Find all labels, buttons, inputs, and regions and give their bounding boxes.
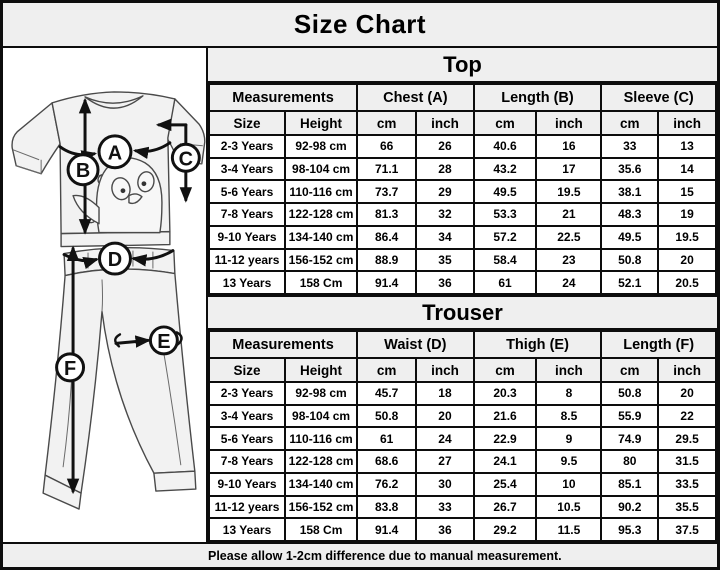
group-header-row [209, 331, 716, 358]
top-section-title: Top [208, 48, 717, 83]
table-cell: 11-12 years [209, 249, 285, 272]
table-cell: 88.9 [357, 249, 416, 272]
column-group-header: Measurements [209, 331, 357, 358]
table-cell: 156-152 cm [285, 249, 357, 272]
table-cell: 19.5 [658, 226, 716, 249]
pajama-top-drawing [12, 92, 205, 247]
table-cell: 37.5 [658, 518, 716, 541]
table-cell: 33.5 [658, 473, 716, 496]
column-sub-header: inch [536, 111, 601, 135]
table-cell: 16 [536, 135, 601, 158]
table-row [209, 271, 716, 294]
table-cell: 13 [658, 135, 716, 158]
measurement-disclaimer: Please allow 1-2cm difference due to manual measurement. [3, 542, 717, 567]
table-cell: 50.8 [357, 405, 416, 428]
table-cell: 83.8 [357, 496, 416, 519]
column-group-header: Thigh (E) [474, 331, 602, 358]
table-cell: 10.5 [536, 496, 601, 519]
column-sub-header: cm [601, 111, 658, 135]
marker-c: C [178, 148, 194, 171]
table-row [209, 158, 716, 181]
column-sub-header: cm [474, 111, 537, 135]
column-sub-header: cm [357, 111, 416, 135]
table-cell: 49.5 [601, 226, 658, 249]
table-cell: 73.7 [357, 180, 416, 203]
table-cell: 17 [536, 158, 601, 181]
table-row [209, 180, 716, 203]
table-cell: 2-3 Years [209, 135, 285, 158]
table-row [209, 473, 716, 496]
table-cell: 66 [357, 135, 416, 158]
table-cell: 20.5 [658, 271, 716, 294]
table-cell: 24 [536, 271, 601, 294]
table-row [209, 226, 716, 249]
marker-e: E [157, 330, 171, 353]
table-cell: 90.2 [601, 496, 658, 519]
table-cell: 2-3 Years [209, 382, 285, 405]
table-cell: 3-4 Years [209, 158, 285, 181]
column-sub-header: cm [474, 358, 537, 382]
sub-header-row [209, 111, 716, 135]
table-cell: 20.3 [474, 382, 537, 405]
table-cell: 15 [658, 180, 716, 203]
table-cell: 29.2 [474, 518, 537, 541]
table-cell: 52.1 [601, 271, 658, 294]
marker-a: A [107, 142, 123, 165]
table-cell: 55.9 [601, 405, 658, 428]
table-cell: 40.6 [474, 135, 537, 158]
column-sub-header: inch [658, 111, 716, 135]
table-row [209, 203, 716, 226]
table-cell: 25.4 [474, 473, 537, 496]
table-cell: 33 [601, 135, 658, 158]
table-cell: 91.4 [357, 518, 416, 541]
table-cell: 7-8 Years [209, 450, 285, 473]
table-cell: 13 Years [209, 518, 285, 541]
table-cell: 45.7 [357, 382, 416, 405]
table-cell: 98-104 cm [285, 158, 357, 181]
table-cell: 28 [416, 158, 473, 181]
table-cell: 43.2 [474, 158, 537, 181]
table-cell: 20 [658, 382, 716, 405]
table-cell: 24 [416, 427, 473, 450]
table-cell: 92-98 cm [285, 135, 357, 158]
column-group-header: Length (F) [601, 331, 716, 358]
column-sub-header: cm [357, 358, 416, 382]
trouser-size-table [208, 330, 717, 542]
table-row [209, 405, 716, 428]
measurement-illustration [3, 48, 208, 542]
column-group-header: Chest (A) [357, 84, 474, 111]
table-cell: 23 [536, 249, 601, 272]
table-cell: 110-116 cm [285, 427, 357, 450]
column-sub-header: inch [416, 358, 473, 382]
column-sub-header: Size [209, 358, 285, 382]
table-cell: 81.3 [357, 203, 416, 226]
table-cell: 22.5 [536, 226, 601, 249]
marker-d: D [107, 249, 123, 272]
table-cell: 92-98 cm [285, 382, 357, 405]
table-cell: 9.5 [536, 450, 601, 473]
table-cell: 134-140 cm [285, 226, 357, 249]
table-cell: 9-10 Years [209, 226, 285, 249]
table-cell: 21 [536, 203, 601, 226]
table-cell: 110-116 cm [285, 180, 357, 203]
table-cell: 19 [658, 203, 716, 226]
table-cell: 71.1 [357, 158, 416, 181]
table-cell: 26.7 [474, 496, 537, 519]
table-cell: 9 [536, 427, 601, 450]
table-row [209, 496, 716, 519]
table-cell: 8.5 [536, 405, 601, 428]
column-group-header: Waist (D) [357, 331, 474, 358]
table-cell: 122-128 cm [285, 450, 357, 473]
table-cell: 122-128 cm [285, 203, 357, 226]
table-cell: 58.4 [474, 249, 537, 272]
top-section [208, 48, 717, 295]
size-tables [208, 48, 717, 542]
table-cell: 22.9 [474, 427, 537, 450]
table-cell: 35.6 [601, 158, 658, 181]
table-row [209, 382, 716, 405]
table-cell: 36 [416, 271, 473, 294]
column-sub-header: Height [285, 111, 357, 135]
table-cell: 5-6 Years [209, 180, 285, 203]
table-cell: 35.5 [658, 496, 716, 519]
table-cell: 32 [416, 203, 473, 226]
table-cell: 61 [474, 271, 537, 294]
table-cell: 20 [658, 249, 716, 272]
table-cell: 10 [536, 473, 601, 496]
table-cell: 7-8 Years [209, 203, 285, 226]
table-cell: 158 Cm [285, 271, 357, 294]
marker-f: F [63, 357, 77, 380]
table-cell: 22 [658, 405, 716, 428]
table-cell: 20 [416, 405, 473, 428]
table-cell: 29 [416, 180, 473, 203]
table-cell: 19.5 [536, 180, 601, 203]
table-cell: 86.4 [357, 226, 416, 249]
table-cell: 95.3 [601, 518, 658, 541]
table-cell: 61 [357, 427, 416, 450]
table-cell: 5-6 Years [209, 427, 285, 450]
trouser-section [208, 295, 717, 542]
table-cell: 49.5 [474, 180, 537, 203]
table-cell: 11-12 years [209, 496, 285, 519]
column-sub-header: inch [416, 111, 473, 135]
table-cell: 48.3 [601, 203, 658, 226]
table-cell: 50.8 [601, 382, 658, 405]
table-cell: 30 [416, 473, 473, 496]
table-cell: 74.9 [601, 427, 658, 450]
table-row [209, 427, 716, 450]
table-cell: 3-4 Years [209, 405, 285, 428]
column-group-header: Sleeve (C) [601, 84, 716, 111]
table-cell: 76.2 [357, 473, 416, 496]
table-cell: 68.6 [357, 450, 416, 473]
table-cell: 158 Cm [285, 518, 357, 541]
group-header-row [209, 84, 716, 111]
table-cell: 35 [416, 249, 473, 272]
table-cell: 14 [658, 158, 716, 181]
marker-b: B [75, 160, 91, 183]
pajama-sketch [3, 48, 206, 542]
table-cell: 57.2 [474, 226, 537, 249]
table-cell: 85.1 [601, 473, 658, 496]
table-cell: 31.5 [658, 450, 716, 473]
table-cell: 36 [416, 518, 473, 541]
trouser-section-title: Trouser [208, 295, 717, 330]
column-sub-header: cm [601, 358, 658, 382]
table-cell: 80 [601, 450, 658, 473]
top-size-table [208, 83, 717, 295]
table-cell: 9-10 Years [209, 473, 285, 496]
table-cell: 13 Years [209, 271, 285, 294]
column-sub-header: inch [658, 358, 716, 382]
table-row [209, 249, 716, 272]
table-cell: 53.3 [474, 203, 537, 226]
table-cell: 26 [416, 135, 473, 158]
table-cell: 24.1 [474, 450, 537, 473]
table-cell: 11.5 [536, 518, 601, 541]
table-row [209, 135, 716, 158]
column-group-header: Length (B) [474, 84, 602, 111]
sub-header-row [209, 358, 716, 382]
column-sub-header: Size [209, 111, 285, 135]
table-cell: 27 [416, 450, 473, 473]
table-cell: 50.8 [601, 249, 658, 272]
table-cell: 18 [416, 382, 473, 405]
table-cell: 98-104 cm [285, 405, 357, 428]
main-content [3, 48, 717, 542]
table-cell: 29.5 [658, 427, 716, 450]
table-cell: 8 [536, 382, 601, 405]
column-sub-header: inch [536, 358, 601, 382]
table-cell: 33 [416, 496, 473, 519]
column-sub-header: Height [285, 358, 357, 382]
column-group-header: Measurements [209, 84, 357, 111]
table-row [209, 450, 716, 473]
table-cell: 34 [416, 226, 473, 249]
table-cell: 21.6 [474, 405, 537, 428]
table-cell: 156-152 cm [285, 496, 357, 519]
table-cell: 134-140 cm [285, 473, 357, 496]
table-row [209, 518, 716, 541]
table-cell: 38.1 [601, 180, 658, 203]
table-cell: 91.4 [357, 271, 416, 294]
page-title: Size Chart [3, 3, 717, 48]
